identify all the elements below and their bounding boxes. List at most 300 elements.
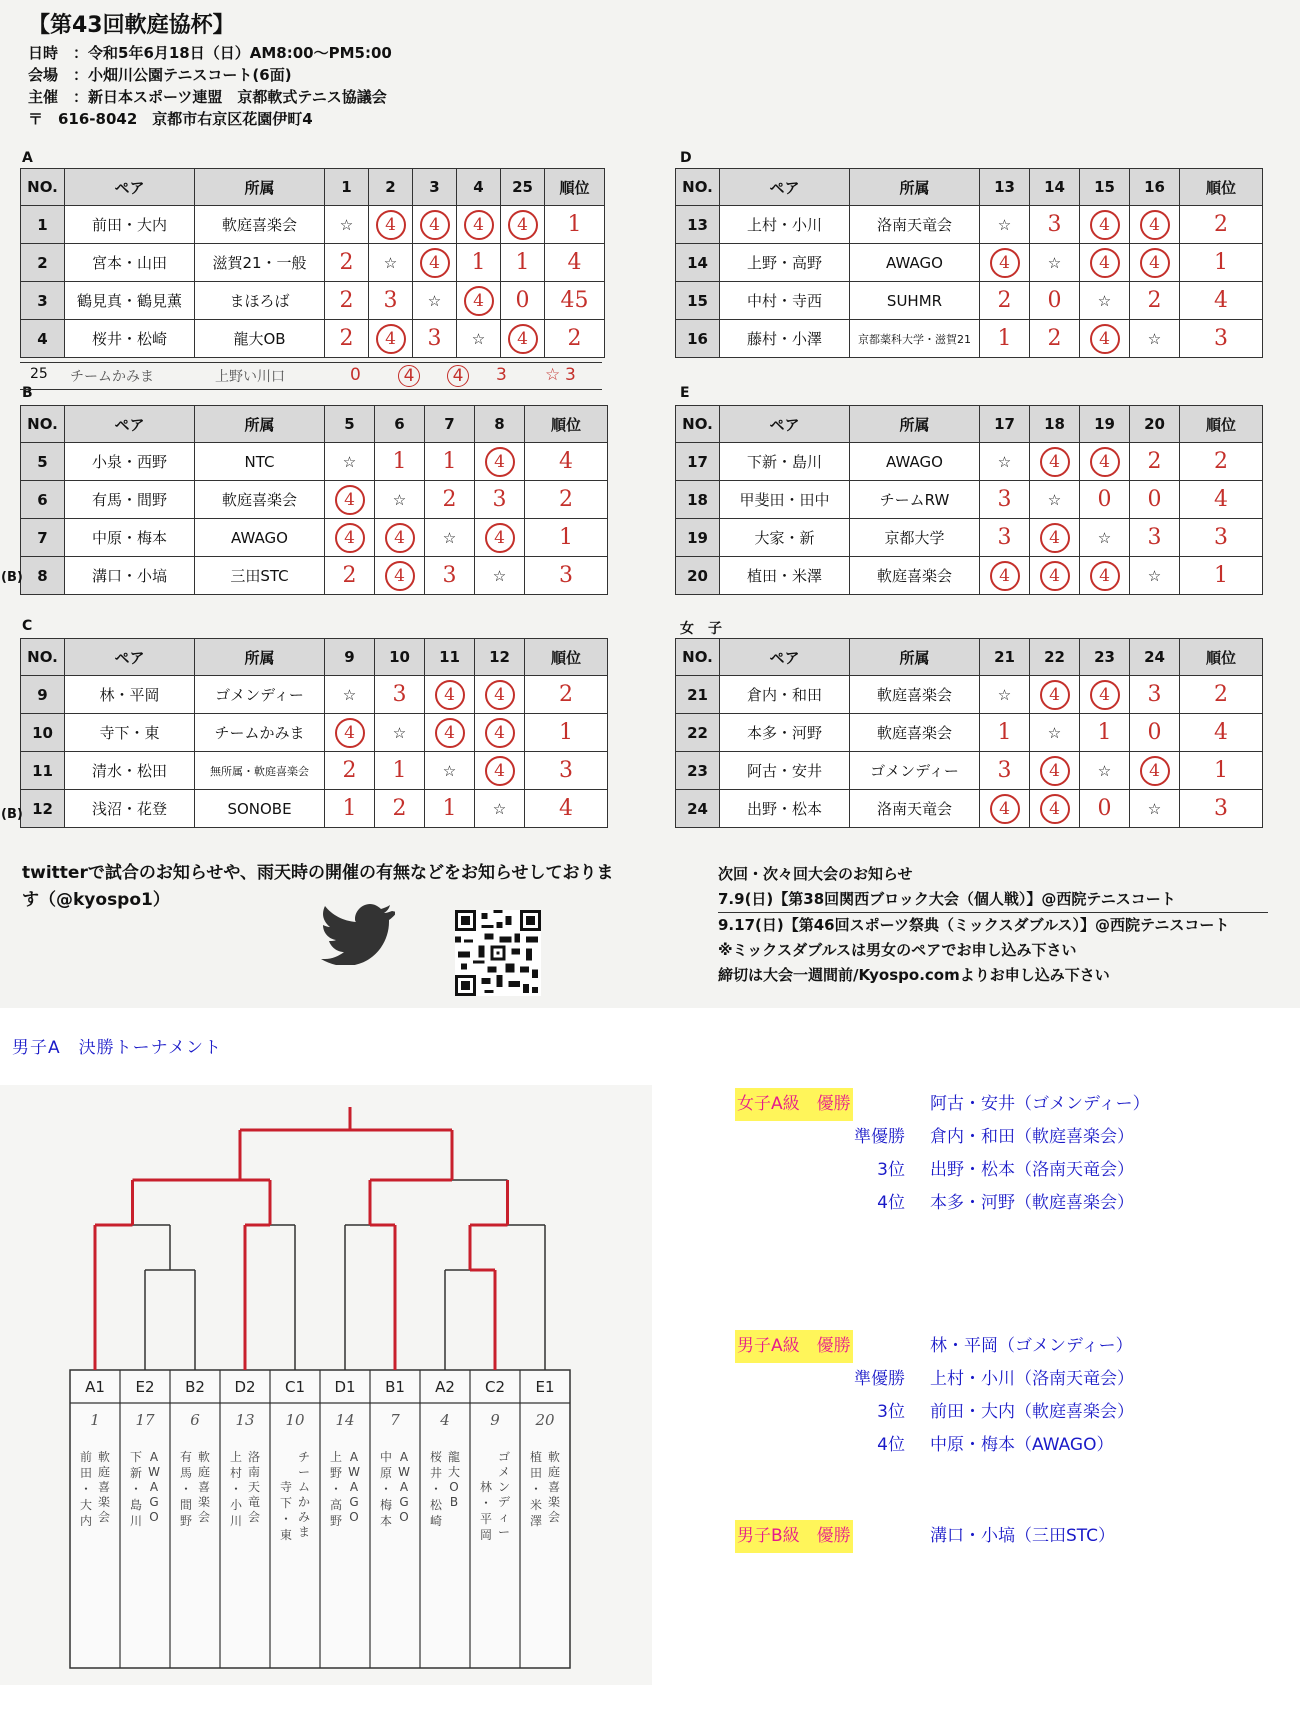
header-opponent-no: 21 [980,639,1030,676]
organizer-line: 主催 ：新日本スポーツ連盟 京都軟式テニス協議会 [28,88,387,106]
b-mark: (B) [1,807,23,822]
bracket-seed-label: A1 [85,1378,105,1396]
bracket-pair-name: 前田・大内 [79,1450,93,1528]
match-result: 1 [375,752,425,790]
match-result [475,676,525,714]
division-title: 男子A級 優勝 [735,1330,853,1363]
notice-line: 7.9(日)【第38回関西ブロック大会（個人戦）】@西院テニスコート [718,887,1268,913]
match-result [369,206,413,244]
match-result [425,714,475,752]
row-no: 11 [21,752,65,790]
rank-value: 4 [1180,282,1263,320]
pair-name: 清水・松田 [65,752,195,790]
header-rank: 順位 [1180,169,1263,206]
round-robin-table [675,405,1263,595]
header-opponent-no: 1 [325,169,369,206]
match-result [980,244,1030,282]
table-row [21,790,608,828]
match-result: ☆ [1130,790,1180,828]
match-result [1030,443,1080,481]
rank-value: 1 [1180,557,1263,595]
round-robin-table [20,638,608,828]
bracket-team-name: A W A G O [148,1450,160,1524]
notice-line: 9.17(日)【第46回スポーツ祭典（ミックスダブルス）】@西院テニスコート [718,916,1230,934]
pair-name: 宮本・山田 [65,244,195,282]
row-no: 4 [21,320,65,358]
match-result: 1 [425,790,475,828]
bracket-pair-name: 上野・高野 [329,1450,343,1528]
row-no: 6 [21,481,65,519]
circled-win-mark: 4 [464,210,494,240]
pair-name: 倉内・和田 [720,676,850,714]
bracket-seed-label: C1 [284,1378,306,1396]
match-result: 2 [980,282,1030,320]
match-result [475,443,525,481]
circled-win-mark: 4 [990,794,1020,824]
match-result [1080,443,1130,481]
team-name: チームRW [850,481,980,519]
next-tournaments-notice [718,862,1288,988]
extra-row-25 [20,362,602,390]
pair-name: 中村・寺西 [720,282,850,320]
row-no: 14 [676,244,720,282]
header-opponent-no: 8 [475,406,525,443]
table-row [676,752,1263,790]
team-name: 軟庭喜楽会 [850,714,980,752]
team-name: ゴメンディー [850,752,980,790]
circled-win-mark: 4 [485,756,515,786]
match-result: 1 [325,790,375,828]
circled-win-mark: 4 [464,286,494,316]
team-name: 軟庭喜楽会 [850,676,980,714]
rank-value: 45 [545,282,605,320]
header-opponent-no: 22 [1030,639,1080,676]
header-opponent-no: 19 [1080,406,1130,443]
match-result: ☆ [375,714,425,752]
header-rank: 順位 [1180,639,1263,676]
table-header-row [676,639,1263,676]
table-row [21,676,608,714]
row-no: 3 [21,282,65,320]
tournament-header [28,10,392,130]
row-no: 13 [676,206,720,244]
match-result [1130,206,1180,244]
row-no: 17 [676,443,720,481]
match-result: 2 [325,320,369,358]
header-no: NO. [21,406,65,443]
bracket-pair-number: 20 [535,1411,555,1429]
twitter-bird-icon [320,903,395,965]
header-opponent-no: 5 [325,406,375,443]
row-no: 20 [676,557,720,595]
match-result: 1 [1080,714,1130,752]
team-name: 軟庭喜楽会 [195,481,325,519]
pair-name: 林・平岡 [65,676,195,714]
row-no: 1 [21,206,65,244]
rank-value: 3 [525,557,608,595]
circled-win-mark: 4 [990,561,1020,591]
match-result: 2 [325,752,375,790]
table-row [21,519,608,557]
team-name: ゴメンディー [195,676,325,714]
header-rank: 順位 [545,169,605,206]
rank-value: 4 [545,244,605,282]
row-no: 8 [21,557,65,595]
table-row [676,481,1263,519]
match-result: 0 [1130,714,1180,752]
header-opponent-no: 14 [1030,169,1080,206]
bracket-seed-label: D1 [334,1378,356,1396]
match-result: 1 [980,320,1030,358]
match-result [1130,244,1180,282]
bracket-pair-name: 上村・小川 [229,1450,243,1528]
header-opponent-no: 24 [1130,639,1180,676]
circled-win-mark: 4 [1040,523,1070,553]
table-row [676,714,1263,752]
extra-row-no: 25 [30,366,48,382]
header-opponent-no: 3 [413,169,457,206]
match-result [457,206,501,244]
pair-name: 浅沼・花登 [65,790,195,828]
round-robin-table [675,168,1263,358]
match-result [1030,790,1080,828]
match-result [375,557,425,595]
match-result [413,244,457,282]
group-label: C [22,618,33,634]
circled-win-mark: 4 [335,485,365,515]
match-result: 2 [425,481,475,519]
table-row [21,714,608,752]
rank-value: 4 [1180,714,1263,752]
bracket-pair-number: 9 [490,1411,500,1429]
header-team: 所属 [195,406,325,443]
circled-win-mark: 4 [1140,756,1170,786]
circled-win-mark: 4 [1090,447,1120,477]
team-name: AWAGO [850,443,980,481]
circled-win-mark: 4 [1090,324,1120,354]
row-no: 7 [21,519,65,557]
match-result [1080,206,1130,244]
match-result: ☆ [1030,481,1080,519]
table-header-row [21,169,605,206]
table-row [21,244,605,282]
group-label: B [22,385,33,401]
match-result: ☆ [325,676,375,714]
rank-value: 1 [525,714,608,752]
header-opponent-no: 20 [1130,406,1180,443]
circled-win-mark: 4 [435,718,465,748]
match-result: 1 [501,244,545,282]
match-result [1130,752,1180,790]
header-opponent-no: 9 [325,639,375,676]
table-row [676,206,1263,244]
pair-name: 小泉・西野 [65,443,195,481]
circled-win-mark: 4 [420,248,450,278]
bracket-team-name: 龍大 O B [447,1450,461,1509]
match-result: 0 [1080,790,1130,828]
placement-name: 出野・松本（洛南天竜会） [930,1160,1134,1180]
header-opponent-no: 2 [369,169,413,206]
circled-win-mark: 4 [1090,680,1120,710]
pair-name: 寺下・東 [65,714,195,752]
match-result: ☆ [980,206,1030,244]
division-title: 女子A級 優勝 [735,1088,853,1121]
division-title: 男子B級 優勝 [735,1520,853,1553]
circled-win-mark: 4 [385,561,415,591]
match-result: 3 [413,320,457,358]
tournament-title: 【第43回軟庭協杯】 [28,13,235,38]
match-result: 3 [425,557,475,595]
bracket-pair-number: 1 [90,1411,100,1429]
bracket-team-name: A W A G O [348,1450,360,1524]
pair-name: 鶴見真・鶴見薫 [65,282,195,320]
bracket-pair-number: 6 [190,1411,200,1429]
match-result: ☆ [1030,714,1080,752]
team-name: SONOBE [195,790,325,828]
pair-name: 阿古・安井 [720,752,850,790]
group-label: D [680,150,692,166]
rank-value: 2 [545,320,605,358]
pair-name: 有馬・間野 [65,481,195,519]
match-result: 1 [980,714,1030,752]
header-opponent-no: 18 [1030,406,1080,443]
rank-value: 2 [525,481,608,519]
match-result: ☆ [1130,320,1180,358]
match-result [1030,557,1080,595]
rank-value: 1 [1180,244,1263,282]
pair-name: 桜井・松崎 [65,320,195,358]
match-result: 2 [325,244,369,282]
team-name: 軟庭喜楽会 [850,557,980,595]
match-result [369,320,413,358]
circled-win-mark: 4 [1040,447,1070,477]
circled-win-mark: 4 [485,680,515,710]
bracket-seed-label: A2 [435,1378,455,1396]
row-no: 5 [21,443,65,481]
champion-name: 林・平岡（ゴメンディー） [930,1336,1133,1356]
bracket-seed-label: B1 [385,1378,405,1396]
bracket-pair-number: 14 [335,1411,355,1429]
match-result: 3 [369,282,413,320]
pair-name: 甲斐田・田中 [720,481,850,519]
table-row [21,282,605,320]
match-result: 3 [1130,519,1180,557]
table-row [21,443,608,481]
bracket-pair-number: 10 [285,1411,305,1429]
circled-win-mark: 4 [485,523,515,553]
match-result: 3 [980,519,1030,557]
match-result: 1 [457,244,501,282]
notice-line: 締切は大会一週間前/Kyospo.comよりお申し込み下さい [718,966,1110,984]
notice-title: 次回・次々回大会のお知らせ [718,865,913,883]
rank-value: 3 [1180,519,1263,557]
match-result: ☆ [457,320,501,358]
match-result: ☆ [375,481,425,519]
match-result: ☆ [1080,282,1130,320]
team-name: 洛南天竜会 [850,206,980,244]
placement-name: 前田・大内（軟庭喜楽会） [930,1402,1134,1422]
row-no: 15 [676,282,720,320]
round-robin-table [675,638,1263,828]
match-result [375,519,425,557]
table-row [676,790,1263,828]
extra-match-result: 4 [398,365,420,387]
header-team: 所属 [195,639,325,676]
match-result: 0 [1130,481,1180,519]
circled-win-mark: 4 [485,447,515,477]
match-result: 2 [1130,282,1180,320]
match-result [325,714,375,752]
match-result [1030,676,1080,714]
rank-value: 1 [525,519,608,557]
pair-name: 上野・高野 [720,244,850,282]
header-opponent-no: 7 [425,406,475,443]
row-no: 10 [21,714,65,752]
header-no: NO. [676,406,720,443]
table-row [21,320,605,358]
header-no: NO. [676,639,720,676]
bracket-seed-label: E1 [535,1378,555,1396]
header-pair: ペア [65,639,195,676]
match-result: 3 [980,752,1030,790]
bracket-pair-name: 寺下・東 [279,1480,293,1542]
header-opponent-no: 23 [1080,639,1130,676]
circled-win-mark: 4 [335,523,365,553]
placement-label: 準優勝 [854,1369,905,1389]
header-pair: ペア [65,169,195,206]
pair-name: 植田・米澤 [720,557,850,595]
match-result [475,714,525,752]
match-result [1030,519,1080,557]
team-name: 三田STC [195,557,325,595]
row-no: 2 [21,244,65,282]
header-pair: ペア [720,639,850,676]
extra-row-team: 上野い川口 [215,369,285,385]
team-name: まほろば [195,282,325,320]
match-result [475,519,525,557]
match-result: 0 [1030,282,1080,320]
row-no: 16 [676,320,720,358]
bracket-team-name: A W A G O [398,1450,410,1524]
match-result: 3 [1030,206,1080,244]
team-name: AWAGO [850,244,980,282]
group-label: 女 子 [680,621,722,637]
b-mark: (B) [1,570,23,585]
match-result: 3 [1130,676,1180,714]
rank-value: 4 [525,790,608,828]
table-row [676,557,1263,595]
match-result: ☆ [325,206,369,244]
circled-win-mark: 4 [990,248,1020,278]
table-row [21,752,608,790]
pair-name: 溝口・小塙 [65,557,195,595]
bracket-team-name: ゴメンディー [497,1450,511,1539]
match-result [1080,557,1130,595]
qr-code-icon [455,910,541,996]
row-no: 23 [676,752,720,790]
match-result: ☆ [1130,557,1180,595]
match-result: 1 [425,443,475,481]
header-opponent-no: 11 [425,639,475,676]
team-name: チームかみま [195,714,325,752]
match-result [325,519,375,557]
table-row [676,320,1263,358]
header-opponent-no: 17 [980,406,1030,443]
round-robin-table [20,405,608,595]
circled-win-mark: 4 [1040,561,1070,591]
pair-name: 下新・島川 [720,443,850,481]
match-result: ☆ [425,519,475,557]
header-opponent-no: 13 [980,169,1030,206]
extra-match-result: 0 [350,365,361,385]
match-result: ☆ [980,443,1030,481]
group-label: A [22,150,33,166]
circled-win-mark: 4 [1140,248,1170,278]
address-line: 〒 616-8042 京都市右京区花園伊町4 [28,110,313,128]
header-opponent-no: 15 [1080,169,1130,206]
rank-value: 3 [525,752,608,790]
pair-name: 出野・松本 [720,790,850,828]
group-label: E [680,385,690,401]
table-header-row [21,639,608,676]
extra-match-result: 4 [447,365,469,387]
team-name: SUHMR [850,282,980,320]
rank-value: 2 [1180,443,1263,481]
match-result: ☆ [413,282,457,320]
match-result: 1 [375,443,425,481]
bracket-pair-number: 17 [135,1411,155,1429]
circled-win-mark: 4 [1090,248,1120,278]
table-header-row [21,406,608,443]
pair-name: 本多・河野 [720,714,850,752]
match-result [457,282,501,320]
circled-win-mark: 4 [1090,561,1120,591]
rank-value: 1 [545,206,605,244]
circled-win-mark: 4 [335,718,365,748]
match-result: ☆ [1080,752,1130,790]
table-row [676,676,1263,714]
notice-line: ※ミックスダブルスは男女のペアでお申し込み下さい [718,941,1077,959]
rank-value: 3 [1180,790,1263,828]
row-no: 22 [676,714,720,752]
team-name: 京都薬科大学・滋賀21 [850,320,980,358]
table-row [676,244,1263,282]
match-result: 2 [325,557,375,595]
header-team: 所属 [195,169,325,206]
row-no: 19 [676,519,720,557]
circled-win-mark: 4 [508,324,538,354]
header-team: 所属 [850,406,980,443]
match-result: 3 [475,481,525,519]
team-name: AWAGO [195,519,325,557]
placement-name: 上村・小川（洛南天竜会） [930,1369,1134,1389]
table-row [676,519,1263,557]
header-opponent-no: 16 [1130,169,1180,206]
match-result: ☆ [475,557,525,595]
bracket-team-name: 軟庭喜楽会 [547,1450,561,1524]
circled-win-mark: 4 [385,523,415,553]
team-name: 滋賀21・一般 [195,244,325,282]
match-result: ☆ [1080,519,1130,557]
bracket-pair-name: 中原・梅本 [379,1450,393,1528]
rank-value: 3 [1180,320,1263,358]
match-result [475,752,525,790]
bracket-team-name: 洛南天竜会 [247,1450,261,1524]
match-result: ☆ [475,790,525,828]
table-row [676,443,1263,481]
team-name: NTC [195,443,325,481]
match-result: ☆ [1030,244,1080,282]
